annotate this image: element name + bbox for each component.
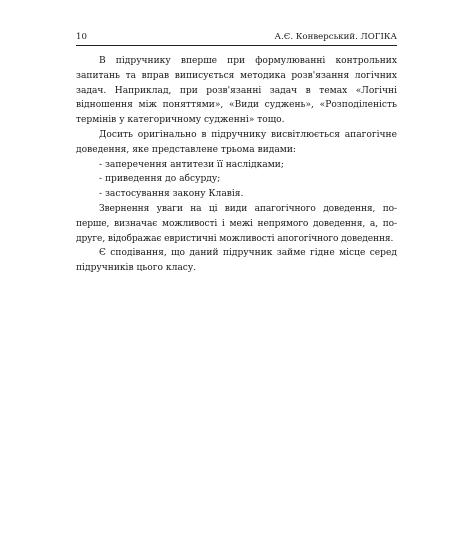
paragraph-conclusion: Є сподівання, що даний підручник займе гідне місце серед підручників цього класу. — [76, 248, 397, 274]
paragraph-apagogic-intro: Досить оригінально в підручнику висвітлюється апагогічне доведення, яке представлене трьома видами: — [76, 129, 397, 155]
page-number: 10 — [76, 32, 87, 42]
running-title: А.Є. Конверський. ЛОГІКА — [274, 32, 397, 42]
running-header — [76, 31, 397, 46]
paragraph-methodology: В підручнику вперше при формулюванні контрольних запитань та вправ виписується методика розв'язання логічних задач. Наприклад, при розв'язанні задач в темах «Логічні відношення між поняттями», «Види суджень», «Розподіленість термінів у категоричному судженні» тощо. — [76, 56, 397, 126]
apagogic-types-list — [76, 158, 397, 202]
list-item: - приведення до абсурду; — [99, 174, 221, 185]
list-item: - заперечення антитези її наслідками; — [99, 159, 284, 170]
list-item: - застосування закону Клавія. — [99, 189, 244, 200]
paragraph-attention: Звернення уваги на ці види апагогічного доведення, по-перше, визначає можливості і межі непрямого доведення, а, по-друге, відображає евристичні можливості апогогічного доведення. — [76, 203, 397, 244]
body-text — [76, 54, 397, 276]
